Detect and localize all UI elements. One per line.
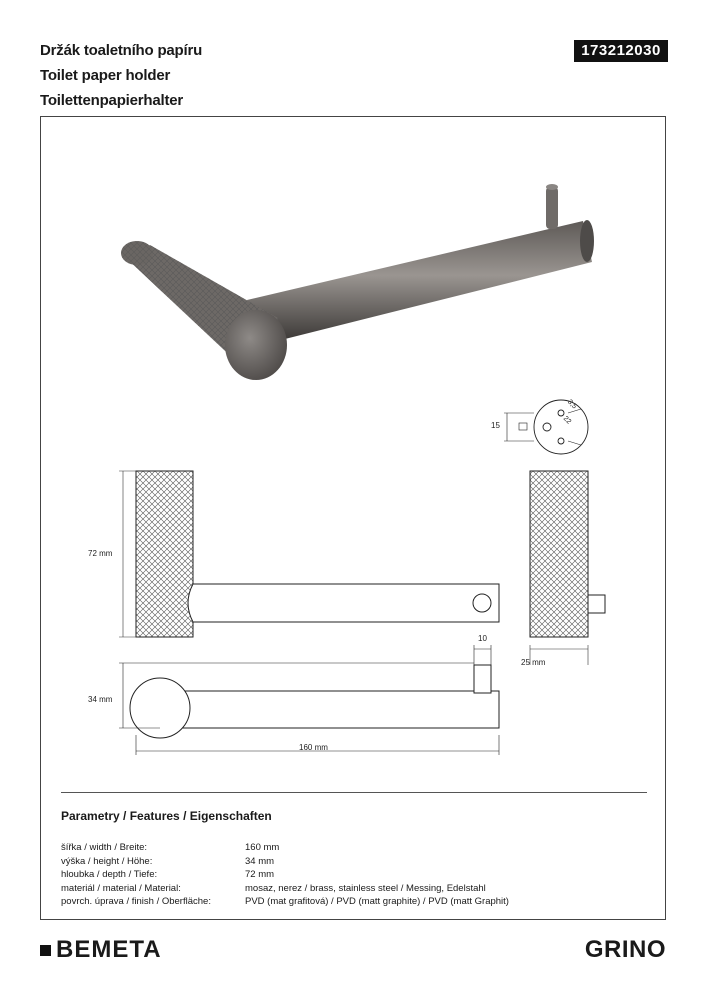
param-value: mosaz, nerez / brass, stainless steel / Messing, Edelstahl xyxy=(245,882,486,894)
product-code: 173212030 xyxy=(574,40,668,62)
top-view-drawing xyxy=(119,645,499,755)
param-value: PVD (mat grafitová) / PVD (matt graphite) / PVD (matt Graphit) xyxy=(245,896,509,907)
dim-height-label: 72 mm xyxy=(88,549,113,558)
product-photo xyxy=(121,184,594,380)
brand-logo xyxy=(40,935,162,965)
holder-rod xyxy=(247,221,592,342)
param-label: hloubka / depth / Tiefe: xyxy=(61,869,158,880)
technical-drawing xyxy=(41,117,667,921)
title-german: Toilettenpapierhalter xyxy=(40,92,184,109)
brand-square-icon xyxy=(40,945,51,956)
dim-side-width-label: 25 mm xyxy=(521,658,546,667)
front-view-drawing xyxy=(119,471,499,637)
side-view-drawing xyxy=(530,471,605,665)
series-name: GRINO xyxy=(584,936,666,963)
param-label: materiál / material / Material: xyxy=(61,882,181,894)
title-czech: Držák toaletního papíru xyxy=(40,42,203,59)
brand-name: BEMETA xyxy=(56,936,162,963)
dim-depth-label: 34 mm xyxy=(88,695,113,704)
param-label: výška / height / Höhe: xyxy=(61,855,153,867)
param-value: 72 mm xyxy=(245,869,275,880)
end-cap xyxy=(225,310,287,380)
section-divider xyxy=(61,792,647,793)
dim-hole-a-label: 3,5 xyxy=(565,398,578,411)
dim-width-label: 160 mm xyxy=(299,743,328,752)
dim-hole-b-label: 22 xyxy=(561,415,573,426)
param-value: 160 mm xyxy=(245,842,280,853)
holder-post xyxy=(546,187,558,229)
param-label: šířka / width / Breite: xyxy=(61,842,148,853)
param-label: povrch. úprava / finish / Oberfläche: xyxy=(61,896,211,907)
title-block xyxy=(40,38,202,113)
dim-mount-label: 15 xyxy=(491,421,500,430)
product-sheet-frame xyxy=(40,116,666,920)
param-value: 34 mm xyxy=(245,855,275,867)
parameters-title: Parametry / Features / Eigenschaften xyxy=(61,809,272,823)
title-english: Toilet paper holder xyxy=(40,67,171,84)
dim-post-label: 10 xyxy=(478,634,487,643)
